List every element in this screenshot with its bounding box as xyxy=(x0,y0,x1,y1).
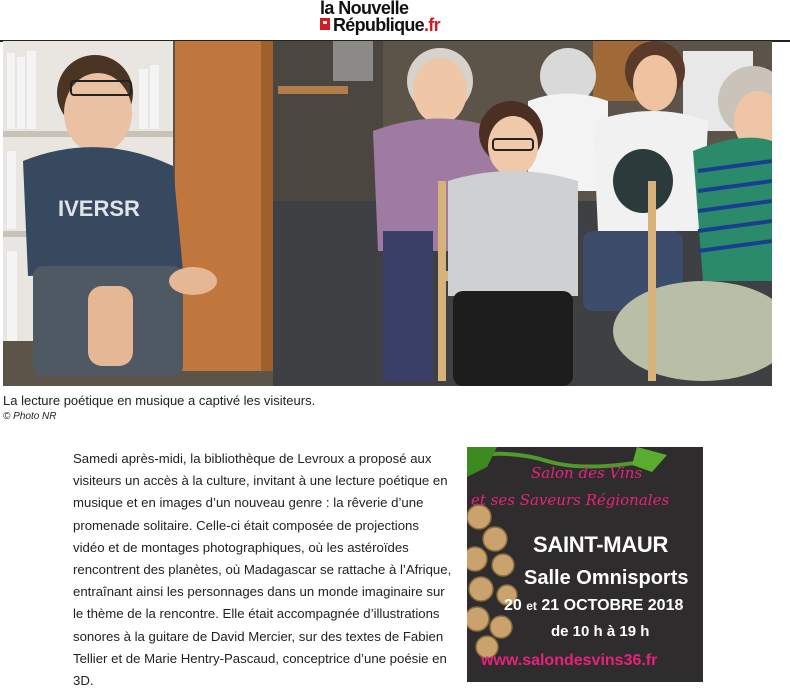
ad-town: SAINT-MAUR xyxy=(533,532,669,557)
article-body: Samedi après-midi, la bibliothèque de Levroux a proposé aux visiteurs un accès à la culture, invitant à une lecture poétique en musique et en images d’un nouveau genre : la rêverie d’une promenade solitaire. Celle-ci était composée de projections vidéo et de montages photographiques, où les astéroïdes rencontrent des planètes, où Madagascar se rattache à l’Afrique, entraînant ainsi les personnages dans un monde imaginaire sur le thème de la rencontre. Elle était accompagnée d’illustrations sonores à la guitare de David Mercier, sur des textes de Fabien Tellier et de Marie Hentry-Pascaud, conceptrice d’une poésie en 3D. xyxy=(73,451,452,689)
ad-hours: de 10 h à 19 h xyxy=(551,623,650,640)
ad-dates: 20 et 21 OCTOBRE 2018 xyxy=(504,597,684,614)
article-photo xyxy=(3,41,772,386)
photo-credit: © Photo NR xyxy=(3,411,57,422)
logo-line1: la Nouvelle xyxy=(320,0,409,18)
site-header xyxy=(0,0,790,42)
ad-venue: Salle Omnisports xyxy=(524,567,689,589)
site-logo[interactable] xyxy=(320,0,490,38)
ad-url-link[interactable]: www.salondesvins36.fr xyxy=(481,652,658,669)
logo-mark-icon xyxy=(320,18,330,30)
photo-caption: La lecture poétique en musique a captivé les visiteurs. xyxy=(3,393,316,408)
ad-title-line2: et ses Saveurs Régionales xyxy=(471,491,670,509)
photo-illustration xyxy=(3,41,772,386)
ad-background-illustration xyxy=(467,447,703,682)
ad-banner-salon-des-vins[interactable] xyxy=(467,447,703,682)
svg-text:IVERSR: IVERSR xyxy=(58,196,140,221)
ad-title-line1: Salon des Vins xyxy=(531,464,643,482)
logo-line2: République.fr xyxy=(333,15,440,35)
